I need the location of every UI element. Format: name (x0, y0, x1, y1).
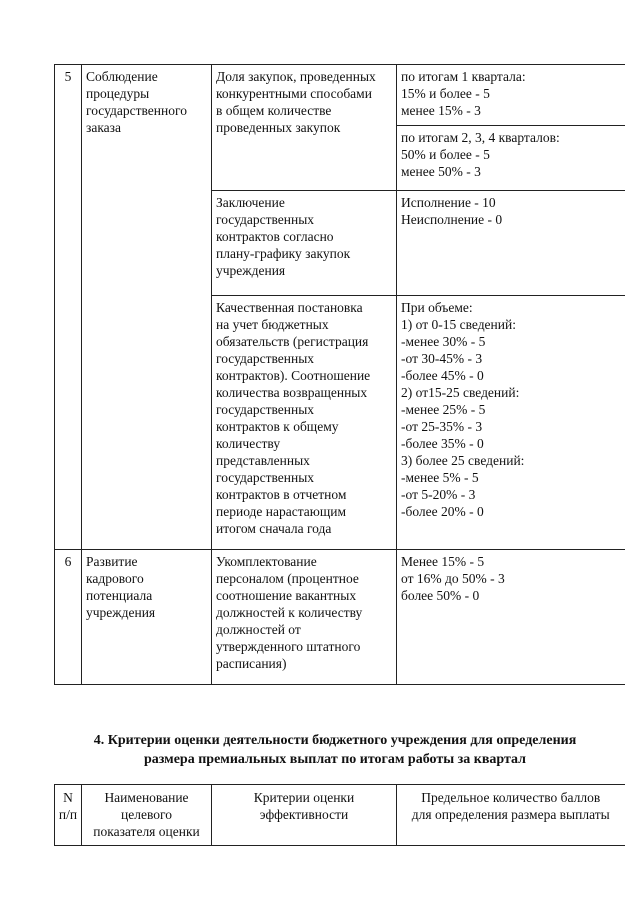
criteria-table-section-4 (54, 784, 625, 846)
header-number: N п/п (55, 785, 82, 846)
score-cell: по итогам 1 квартала: 15% и более - 5 менее 15% - 3 (397, 65, 625, 126)
header-max-score: Предельное количество баллов для определения размера выплаты (397, 785, 625, 846)
score-cell: Исполнение - 10 Неисполнение - 0 (397, 191, 625, 296)
score-cell: Менее 15% - 5 от 16% до 50% - 3 более 50% - 0 (397, 550, 625, 685)
criteria-table-continued (54, 64, 625, 685)
evaluation-criterion: Укомплектование персоналом (процентное соотношение вакантных должностей к количеству должностей от утвержденного штатного расписания) (212, 550, 397, 685)
evaluation-criterion: Доля закупок, проведенных конкурентными способами в общем количестве проведенных закупок (212, 65, 397, 191)
section-4-heading (40, 731, 630, 769)
table-row (55, 550, 625, 685)
evaluation-criterion: Качественная постановка на учет бюджетных обязательств (регистрация государственных контрактов). Соотношение количества возвращенных государственных контрактов к общему количеству представленных государственных контрактов в отчетном периоде нарастающим итогом сначала года (212, 296, 397, 550)
header-indicator-name: Наименование целевого показателя оценки (82, 785, 212, 846)
section-4-heading-line: размера премиальных выплат по итогам работы за квартал (143, 752, 527, 767)
score-cell: по итогам 2, 3, 4 кварталов: 50% и более - 5 менее 50% - 3 (397, 126, 625, 191)
section-4-heading-line: 4. Критерии оценки деятельности бюджетного учреждения для определения (93, 733, 577, 748)
score-cell: При объеме: 1) от 0-15 сведений: -менее 30% - 5 -от 30-45% - 3 -более 45% - 0 2) от15-25 сведений: -менее 25% - 5 -от 25-35% - 3 -более 35% - 0 3) более 25 сведений: -менее 5% - 5 -от 5-20% - 3 -более 20% - 0 (397, 296, 625, 550)
evaluation-criterion: Заключение государственных контрактов согласно плану-графику закупок учреждения (212, 191, 397, 296)
table-row (55, 65, 625, 126)
row-number: 6 (55, 550, 82, 685)
row-number: 5 (55, 65, 82, 550)
table-header-row (55, 785, 625, 846)
target-indicator-name: Соблюдение процедуры государственного заказа (82, 65, 212, 550)
target-indicator-name: Развитие кадрового потенциала учреждения (82, 550, 212, 685)
header-criteria: Критерии оценки эффективности (212, 785, 397, 846)
